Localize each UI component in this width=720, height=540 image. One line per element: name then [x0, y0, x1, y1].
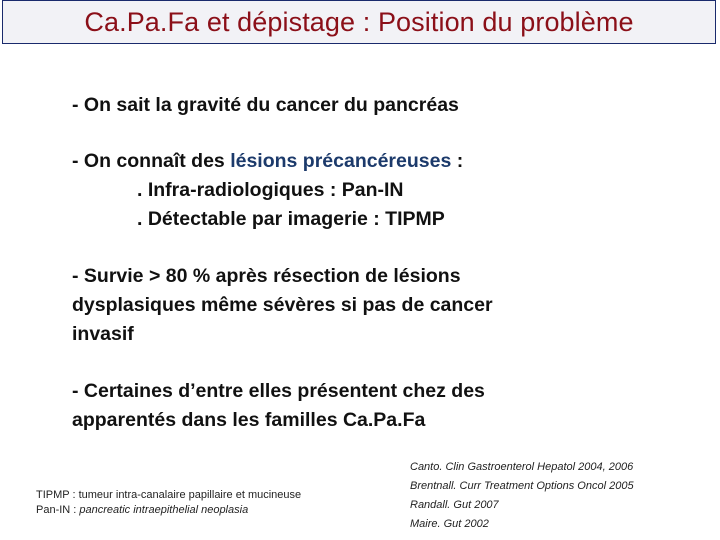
bullet-survival-line-2: dysplasiques même sévères si pas de cancer — [72, 294, 493, 316]
title-bar — [2, 0, 716, 44]
bullet-relatives-line-1: - Certaines d’entre elles présentent chez des — [72, 380, 485, 402]
bullet-survival-line-3: invasif — [72, 323, 134, 345]
bullet-lesions-suffix: : — [451, 150, 464, 172]
footnote-panin-label: Pan-IN : — [36, 504, 80, 516]
footnote-panin — [36, 503, 301, 518]
bullet-lesions-prefix: - On connaît des — [72, 150, 231, 172]
reference-item: Canto. Clin Gastroenterol Hepatol 2004, 2006 — [410, 461, 634, 473]
abbreviation-footnote — [36, 488, 301, 518]
bullet-lesions-highlight: lésions précancéreuses — [230, 150, 452, 172]
footnote-tipmp: TIPMP : tumeur intra-canalaire papillaire et mucineuse — [36, 489, 302, 501]
reference-item: Brentnall. Curr Treatment Options Oncol 2005 — [410, 480, 634, 492]
references-list — [410, 458, 634, 534]
reference-item: Randall. Gut 2007 — [410, 499, 499, 511]
sub-item-imaging-detectable: . Détectable par imagerie : TIPMP — [137, 208, 445, 230]
sub-item-infra-radiologic: . Infra-radiologiques : Pan-IN — [137, 179, 404, 201]
bullet-lesions — [72, 147, 463, 234]
bullet-survival — [72, 262, 493, 349]
slide-title: Ca.Pa.Fa et dépistage : Position du problème — [84, 6, 634, 37]
bullet-gravity — [72, 91, 459, 120]
bullet-gravity-text: - On sait la gravité du cancer du pancréas — [72, 94, 459, 116]
bullet-lesions-line — [72, 147, 463, 176]
bullet-relatives — [72, 377, 485, 435]
bullet-relatives-line-2: apparentés dans les familles Ca.Pa.Fa — [72, 409, 426, 431]
reference-item: Maire. Gut 2002 — [410, 518, 489, 530]
footnote-panin-gloss: pancreatic intraepithelial neoplasia — [79, 504, 249, 516]
bullet-survival-line-1: - Survie > 80 % après résection de lésions — [72, 265, 461, 287]
